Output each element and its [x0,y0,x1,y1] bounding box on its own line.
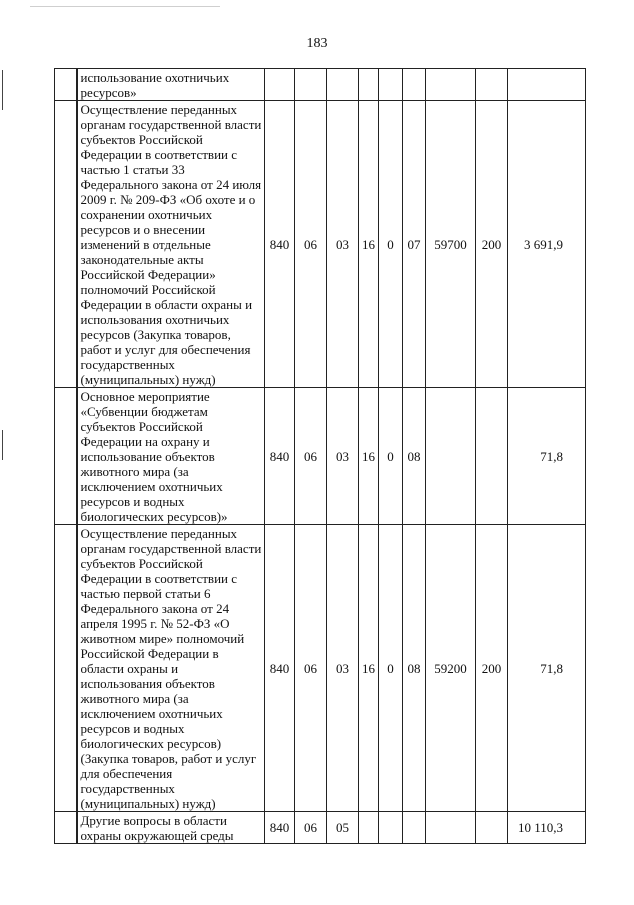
program-code-cell [359,812,379,844]
table-row [55,525,586,812]
expense-type-cell [476,812,508,844]
row-number-cell [55,812,77,844]
program-code-cell [359,69,379,101]
event-code-cell [403,69,426,101]
table-row [55,388,586,525]
subprogram-code-cell [379,69,403,101]
item-name-cell: Осуществление переданных органам государственной власти субъектов Российской Федерации в соответствии с частью 1 статьи 33 Федерального закона от 24 июля 2009 г. № 209-ФЗ «Об охоте и о сохранении охотничьих ресурсов и о внесении изменений в отдельные законодательные акты Российской Федерации» полномочий Российской Федерации в области охраны и использования охотничьих ресурсов (Закупка товаров, работ и услуг для обеспечения государственных (муниципальных) нужд) [77,101,265,388]
section-code-cell: 06 [295,101,327,388]
subprogram-code-cell: 0 [379,101,403,388]
event-code-cell: 08 [403,525,426,812]
program-code-cell: 16 [359,101,379,388]
amount-cell: 71,8 [508,525,586,812]
amount-cell [508,69,586,101]
amount-cell: 71,8 [508,388,586,525]
item-name-cell: Основное мероприятие «Субвенции бюджетам субъектов Российской Федерации на охрану и использование объектов животного мира (за исключением охотничьих ресурсов и водных биологических ресурсов)» [77,388,265,525]
subprogram-code-cell: 0 [379,388,403,525]
program-code-cell: 16 [359,525,379,812]
ministry-code-cell: 840 [265,525,295,812]
subsection-code-cell: 03 [327,525,359,812]
subsection-code-cell [327,69,359,101]
item-name-cell: Другие вопросы в области охраны окружающей среды [77,812,265,844]
scan-edge-line [30,6,220,7]
scan-margin-mark [2,430,3,460]
table-row [55,101,586,388]
ministry-code-cell [265,69,295,101]
direction-code-cell [426,812,476,844]
section-code-cell: 06 [295,525,327,812]
amount-cell: 10 110,3 [508,812,586,844]
section-code-cell [295,69,327,101]
event-code-cell: 08 [403,388,426,525]
row-number-cell [55,101,77,388]
direction-code-cell: 59700 [426,101,476,388]
scan-margin-mark [2,70,3,110]
section-code-cell: 06 [295,812,327,844]
budget-table [54,68,586,844]
event-code-cell [403,812,426,844]
subprogram-code-cell [379,812,403,844]
row-number-cell [55,525,77,812]
table-row [55,812,586,844]
event-code-cell: 07 [403,101,426,388]
direction-code-cell: 59200 [426,525,476,812]
section-code-cell: 06 [295,388,327,525]
ministry-code-cell: 840 [265,388,295,525]
expense-type-cell [476,69,508,101]
amount-cell: 3 691,9 [508,101,586,388]
ministry-code-cell: 840 [265,812,295,844]
ministry-code-cell: 840 [265,101,295,388]
subsection-code-cell: 03 [327,101,359,388]
item-name-cell: использование охотничьих ресурсов» [77,69,265,101]
subsection-code-cell: 03 [327,388,359,525]
subprogram-code-cell: 0 [379,525,403,812]
subsection-code-cell: 05 [327,812,359,844]
item-name-cell: Осуществление переданных органам государственной власти субъектов Российской Федерации в соответствии с частью первой статьи 6 Федерального закона от 24 апреля 1995 г. № 52-ФЗ «О животном мире» полномочий Российской Федерации в области охраны и использования объектов животного мира (за исключением охотничьих ресурсов и водных биологических ресурсов) (Закупка товаров, работ и услуг для обеспечения государственных (муниципальных) нужд) [77,525,265,812]
direction-code-cell [426,69,476,101]
row-number-cell [55,388,77,525]
row-number-cell [55,69,77,101]
expense-type-cell: 200 [476,101,508,388]
program-code-cell: 16 [359,388,379,525]
table-row [55,69,586,101]
expense-type-cell [476,388,508,525]
direction-code-cell [426,388,476,525]
expense-type-cell: 200 [476,525,508,812]
page-number: 183 [306,36,328,51]
